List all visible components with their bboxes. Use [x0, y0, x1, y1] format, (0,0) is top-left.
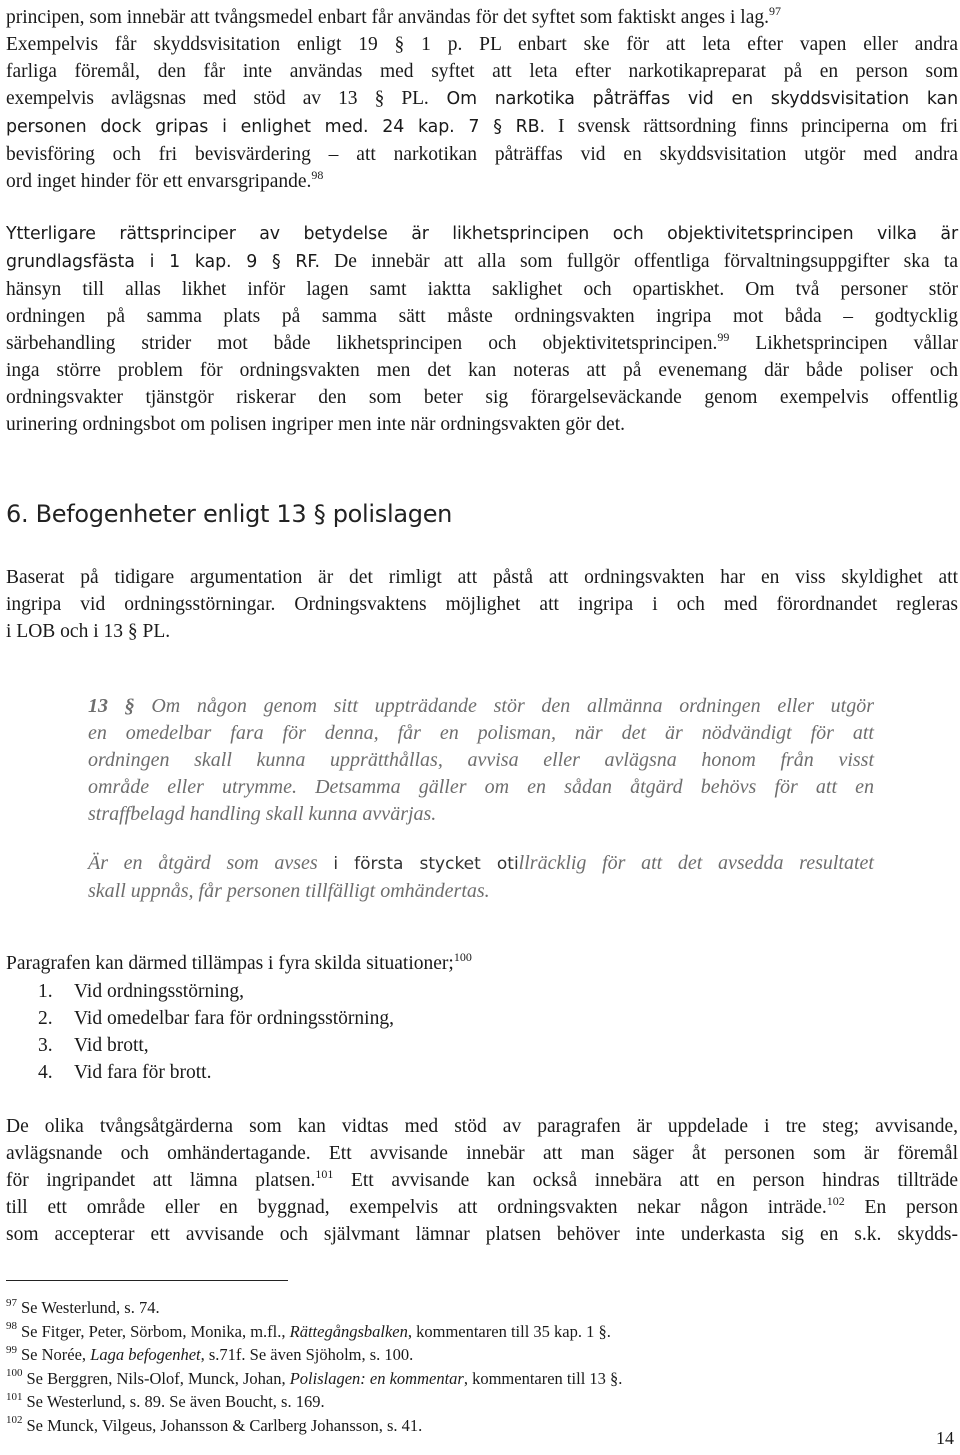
- text-line: område eller utrymme. Detsamma gäller om en sådan åtgärd behövs för att en: [88, 776, 874, 798]
- text-line: i första stycket oti: [333, 854, 519, 874]
- footnote-ref-97[interactable]: 97: [768, 3, 781, 18]
- text-line: Baserat på tidigare argumentation är det rimligt att påstå att ordningsvakten har en viss skyldighet att: [6, 567, 958, 588]
- footnote-101: $^{101}$ Se Westerlund, s. 89. Se även Boucht, s. 169.: [6, 1390, 325, 1411]
- text-line: bevisföring och fri bevisvärdering – att narkotikan påträffas vid en skyddsvisitation utgör med andra: [6, 144, 958, 165]
- text-line: farliga föremål, den får inte användas med syftet att leta efter narkotikapreparat på en person som: [6, 61, 958, 82]
- list-item: 3. Vid brott,: [38, 1035, 149, 1056]
- section-heading: 6. Befogenheter enligt 13 § polislagen: [6, 500, 453, 528]
- text-line: En person: [844, 1197, 958, 1218]
- footnote-100: $^{100}$ Se Berggren, Nils-Olof, Munck, Johan, Polislagen: en kommentar, kommentaren till 13 §.: [6, 1367, 623, 1388]
- text-line: Om narkotika påträffas vid en skyddsvisitation kan: [428, 89, 958, 109]
- text-line: principen, som innebär att tvångsmedel enbart får användas för det syftet som faktiskt anges i lag.: [6, 7, 769, 28]
- footnote-ref-99[interactable]: 99: [717, 329, 730, 344]
- footnote-ref-102[interactable]: 102: [826, 1193, 845, 1208]
- paragraph-equality: [6, 221, 958, 438]
- text-line: hänsyn till allas likhet inför lagen samt iaktta saklighet och opartiskhet.: [6, 279, 725, 300]
- footnote-ref-98[interactable]: 98: [311, 167, 324, 182]
- text-line: grundlagsfästa i 1 kap. 9 § RF.: [6, 252, 320, 272]
- footnote-99: $^{99}$ Se Norée, Laga befogenhet, s.71f. Se även Sjöholm, s. 100.: [6, 1343, 414, 1364]
- footnote-ref-100[interactable]: 100: [453, 949, 472, 964]
- text-line: De olika tvångsåtgärderna som kan vidtas med stöd av paragrafen är uppdelade i tre steg; avvisande,: [6, 1116, 958, 1137]
- text-line: Ytterligare rättsprinciper av betydelse är likhetsprincipen och objektivitetsprincipen vilka är: [6, 224, 958, 244]
- quote-lead: 13 §: [88, 695, 135, 717]
- paragraph-principles: [6, 4, 958, 195]
- list-item: 1. Vid ordningsstörning,: [38, 981, 244, 1002]
- text-line: straffbelagd handling skall kunna avvärjas.: [88, 803, 437, 825]
- text-line: som accepterar ett avvisande och självmant lämnar platsen behöver inte underkasta sig en s.k. skydds-: [6, 1224, 958, 1245]
- page-number: 14: [936, 1428, 954, 1448]
- text-line: ordningsvakter tjänstgör riskerar den som beter sig förargelseväckande genom exempelvis offentlig: [6, 387, 958, 408]
- text-line: ord inget hinder för ett envarsgripande.: [6, 171, 312, 192]
- text-line: inga större problem för ordningsvakten men det kan noteras att på evenemang där både poliser och: [6, 360, 958, 381]
- footnote-97: $^{97}$ Se Westerlund, s. 74.: [6, 1296, 160, 1317]
- footnotes: [6, 1296, 622, 1437]
- text-line: personen dock gripas i enlighet med. 24 kap. 7 § RB.: [6, 117, 545, 137]
- text-line: Är en åtgärd som avses: [88, 852, 334, 874]
- situations-list: [38, 978, 394, 1086]
- law-quote-first: [88, 693, 874, 828]
- text-line: I svensk rättsordning finns principerna om fri: [544, 116, 958, 137]
- text-line: exempelvis avlägsnas med stöd av 13 § PL.: [6, 88, 429, 109]
- text-line: i LOB och i 13 § PL.: [6, 621, 171, 642]
- text-line: Exempelvis får skyddsvisitation enligt 19 § 1 p. PL enbart ske för att leta efter vapen eller andra: [6, 34, 958, 55]
- text-line: ordningen på samma plats på samma sätt måste ordningsvakten ingripa mot båda – godtycklig: [6, 306, 958, 327]
- footnote-102: $^{102}$ Se Munck, Vilgeus, Johansson & Carlberg Johansson, s. 41.: [6, 1414, 423, 1435]
- text-line: avlägsnande och omhändertagande. Ett avvisande innebär att man säger åt personen som är föremål: [6, 1143, 958, 1164]
- list-item: 4. Vid fara för brott.: [38, 1062, 212, 1083]
- footnote-ref-101[interactable]: 101: [315, 1166, 334, 1181]
- footnote-separator: [6, 1280, 288, 1281]
- list-item: 2. Vid omedelbar fara för ordningsstörning,: [38, 1008, 394, 1029]
- text-line: llräcklig för att det avsedda resultatet: [518, 852, 874, 874]
- text-line: skall uppnås, får personen tillfälligt omhändertas.: [88, 880, 490, 902]
- text-line: ingripa vid ordningsstörningar. Ordningsvaktens möjlighet att ingripa i och med förordnandet regleras: [6, 594, 958, 615]
- text-line: till ett område eller en byggnad, exempelvis att ordningsvakten nekar någon inträde.: [6, 1197, 827, 1218]
- text-line: Ett avvisande kan också innebära att en person hindras tillträde: [333, 1170, 958, 1191]
- paragraph-intro-section: [6, 564, 958, 645]
- law-quote-second: [88, 850, 874, 905]
- text-line: för ingripandet att lämna platsen.: [6, 1170, 316, 1191]
- footnote-98: $^{98}$ Se Fitger, Peter, Sörbom, Monika, m.fl., Rättegångsbalken, kommentaren till 35 kap. 1 §.: [6, 1320, 611, 1341]
- text-line: urinering ordningsbot om polisen ingriper men inte när ordningsvakten gör det.: [6, 414, 626, 435]
- text-line: Om två personer stör: [724, 279, 958, 300]
- text-line: särbehandling strider mot både likhetsprincipen och objektivitetsprincipen.: [6, 333, 718, 354]
- paragraph-situations: [6, 950, 958, 977]
- text-line: Paragrafen kan därmed tillämpas i fyra skilda situationer;: [6, 953, 454, 974]
- paragraph-coercive-measures: [6, 1113, 958, 1248]
- text-line: De innebär att alla som fullgör offentliga förvaltningsuppgifter ska ta: [319, 251, 958, 272]
- text-line: Likhetsprincipen vållar: [729, 333, 958, 354]
- text-line: Om någon genom sitt uppträdande stör den allmänna ordningen eller utgör: [134, 695, 875, 717]
- text-line: ordningen skall kunna upprätthållas, avvisa eller avlägsna honom från visst: [88, 749, 874, 771]
- text-line: en omedelbar fara för denna, får en polisman, när det är nödvändigt för att: [88, 722, 874, 744]
